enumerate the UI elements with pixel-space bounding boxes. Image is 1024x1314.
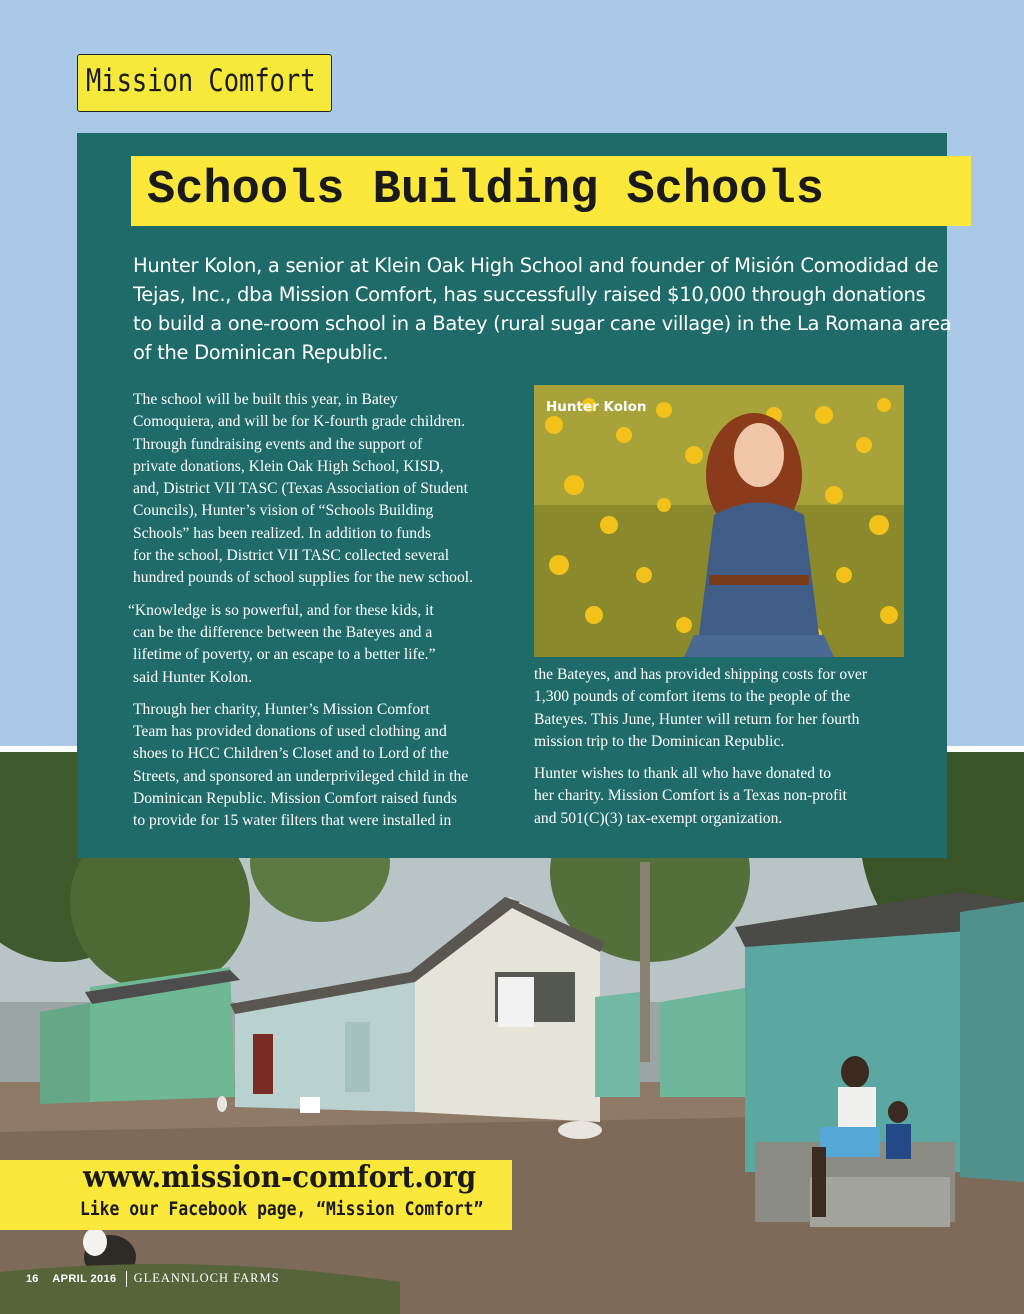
- issue-date: APRIL 2016: [52, 1273, 117, 1285]
- section-tag-label: Mission Comfort: [86, 63, 316, 99]
- text-line: shoes to HCC Children’s Closet and to Lord of the: [133, 745, 449, 763]
- portrait-photo: [534, 385, 904, 657]
- right-column: [534, 664, 867, 840]
- text-line: The school will be built this year, in Batey: [133, 391, 398, 408]
- text-line: mission trip to the Dominican Republic.: [534, 732, 785, 750]
- text-line: hundred pounds of school supplies for the new school.: [133, 569, 473, 587]
- text-line: the Bateyes, and has provided shipping costs for over: [534, 666, 868, 683]
- text-line: Councils), Hunter’s vision of “Schools Building: [133, 502, 434, 520]
- text-line: lifetime of poverty, or an escape to a better life.”: [133, 646, 436, 664]
- article-title-band: [131, 156, 971, 226]
- text-line: and, District VII TASC (Texas Association of Student: [133, 480, 468, 498]
- text-line: Schools” has been realized. In addition to funds: [133, 524, 431, 542]
- text-line: said Hunter Kolon.: [133, 668, 253, 686]
- page-number: 16: [26, 1273, 39, 1285]
- lead-line: of the Dominican Republic.: [133, 341, 389, 364]
- text-line: for the school, District VII TASC collected several: [133, 547, 450, 565]
- text-line: “Knowledge is so powerful, and for these kids, it: [128, 601, 434, 619]
- text-line: can be the difference between the Bateyes and a: [133, 623, 433, 641]
- website-url[interactable]: www.mission-comfort.org: [83, 1160, 477, 1195]
- text-line: Bateyes. This June, Hunter will return for her fourth: [534, 710, 860, 728]
- article-title: Schools Building Schools: [147, 164, 824, 217]
- left-column: [128, 389, 473, 843]
- text-line: Comoquiera, and will be for K-fourth grade children.: [133, 413, 466, 431]
- paragraph: [133, 699, 473, 833]
- text-line: Streets, and sponsored an underprivileged child in the: [133, 767, 469, 785]
- section-tag: [77, 54, 332, 112]
- facebook-callout: Like our Facebook page, “Mission Comfort”: [80, 1198, 484, 1220]
- text-line: her charity. Mission Comfort is a Texas non-profit: [534, 787, 847, 805]
- paragraph: [133, 389, 473, 590]
- text-line: 1,300 pounds of comfort items to the people of the: [534, 688, 851, 706]
- text-line: Team has provided donations of used clothing and: [133, 723, 447, 741]
- article-lead: [133, 251, 952, 367]
- photo-caption: Hunter Kolon: [546, 399, 647, 415]
- quote-paragraph: [128, 600, 473, 689]
- text-line: to provide for 15 water filters that were installed in: [133, 812, 452, 830]
- lead-line: Tejas, Inc., dba Mission Comfort, has successfully raised $10,000 through donations: [133, 283, 926, 306]
- text-line: Through fundraising events and the support of: [133, 435, 423, 453]
- text-line: Dominican Republic. Mission Comfort raised funds: [133, 790, 457, 808]
- publication-name: GLEANNLOCH FARMS: [133, 1271, 280, 1285]
- paragraph: [534, 664, 867, 753]
- text-line: Through her charity, Hunter’s Mission Comfort: [133, 700, 430, 718]
- page-footer: [26, 1271, 280, 1287]
- lead-line: Hunter Kolon, a senior at Klein Oak High School and founder of Misión Comodidad de: [133, 254, 939, 277]
- text-line: private donations, Klein Oak High School, KISD,: [133, 457, 444, 475]
- footer-separator: [126, 1271, 127, 1287]
- lead-line: to build a one-room school in a Batey (rural sugar cane village) in the La Romana area: [133, 312, 952, 335]
- text-line: Hunter wishes to thank all who have donated to: [534, 765, 832, 783]
- text-line: and 501(C)(3) tax-exempt organization.: [534, 809, 783, 827]
- paragraph: [534, 763, 867, 830]
